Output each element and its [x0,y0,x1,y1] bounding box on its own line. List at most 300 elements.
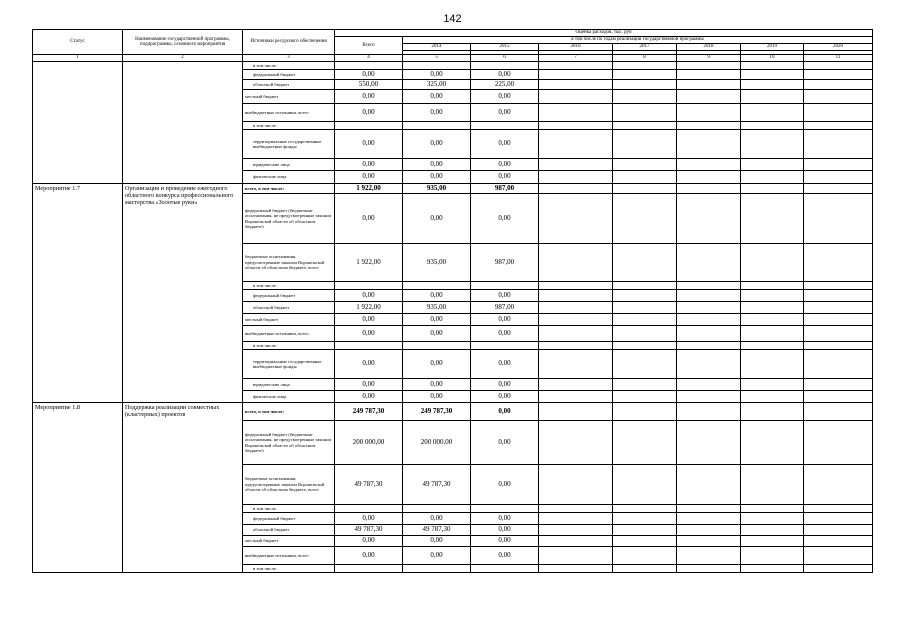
amount-total: 0,00 [335,159,403,171]
amount-y2015: 0,00 [471,290,539,302]
amount-y2014: 0,00 [403,194,471,244]
empty-year-cell [613,565,677,573]
amount-y2014: 49 787,30 [403,465,471,505]
empty-year-cell [677,159,741,171]
row-measure-name: Поддержка реализации совместных (кластерных) проектов [123,403,243,573]
source-label: местный бюджет [243,536,335,547]
row-status: Мероприятие 1.7 [33,184,123,403]
amount-y2015: 0,00 [471,70,539,80]
amount-y2014: 0,00 [403,350,471,379]
empty-year-cell [804,379,873,391]
source-label: областной бюджет [243,302,335,314]
amount-total: 0,00 [335,171,403,184]
amount-total: 0,00 [335,194,403,244]
table-row [33,62,873,70]
empty-year-cell [613,391,677,403]
empty-year-cell [741,314,804,326]
row-measure-name: Организация и проведение ежегодного областного конкурса профессионального мастерства «Золотые руки» [123,184,243,403]
empty-year-cell [804,282,873,290]
amount-y2015: 0,00 [471,403,539,421]
empty-year-cell [677,465,741,505]
amount-total: 0,00 [335,290,403,302]
amount-y2015: 0,00 [471,421,539,465]
source-label: в том числе: [243,342,335,350]
empty-year-cell [539,403,613,421]
source-label: территориальные государственные внебюджетные фонды [243,130,335,159]
empty-year-cell [741,90,804,104]
empty-year-cell [804,80,873,90]
col-number: 4 [335,55,403,62]
empty-year-cell [539,536,613,547]
empty-year-cell [804,90,873,104]
empty-year-cell [804,342,873,350]
empty-year-cell [804,525,873,536]
empty-year-cell [613,547,677,565]
empty-year-cell [804,130,873,159]
empty-year-cell [539,70,613,80]
empty-year-cell [677,171,741,184]
empty-year-cell [804,421,873,465]
amount-y2014: 249 787,30 [403,403,471,421]
header-status: Статус [33,30,123,55]
empty-year-cell [613,62,677,70]
empty-year-cell [741,403,804,421]
header-year-2017: 2017 [613,44,677,51]
header-year-2016: 2016 [539,44,613,51]
empty-year-cell [741,290,804,302]
amount-y2014: 325,00 [403,80,471,90]
empty-year-cell [741,513,804,525]
amount-y2015 [471,565,539,573]
empty-year-cell [804,403,873,421]
empty-year-cell [741,282,804,290]
amount-total [335,282,403,290]
empty-year-cell [539,104,613,122]
empty-year-cell [677,130,741,159]
empty-year-cell [677,403,741,421]
amount-y2014: 0,00 [403,159,471,171]
header-by-years: в том числе по годам реализации государственной программы [403,37,873,44]
row-status: Мероприятие 1.8 [33,403,123,573]
source-label: в том числе: [243,282,335,290]
empty-year-cell [539,194,613,244]
empty-year-cell [677,104,741,122]
col-number: 10 [741,55,804,62]
empty-year-cell [804,314,873,326]
empty-year-cell [741,80,804,90]
empty-year-cell [539,80,613,90]
empty-year-cell [539,90,613,104]
table-row [33,184,873,194]
amount-total: 0,00 [335,90,403,104]
empty-year-cell [677,70,741,80]
empty-year-cell [539,122,613,130]
empty-year-cell [539,159,613,171]
empty-year-cell [677,505,741,513]
empty-year-cell [677,379,741,391]
empty-year-cell [613,104,677,122]
amount-y2015: 987,00 [471,244,539,282]
empty-year-cell [677,342,741,350]
empty-year-cell [613,326,677,342]
source-label: в том числе: [243,505,335,513]
empty-year-cell [677,525,741,536]
empty-year-cell [539,130,613,159]
empty-year-cell [741,350,804,379]
amount-y2014: 0,00 [403,104,471,122]
empty-year-cell [677,421,741,465]
empty-year-cell [613,244,677,282]
amount-total [335,505,403,513]
empty-year-cell [539,314,613,326]
amount-total: 49 787,30 [335,525,403,536]
col-number: 8 [613,55,677,62]
amount-y2015: 0,00 [471,326,539,342]
amount-y2014: 0,00 [403,326,471,342]
empty-year-cell [741,525,804,536]
source-label: федеральный бюджет [243,290,335,302]
empty-year-cell [613,171,677,184]
empty-year-cell [804,465,873,505]
empty-year-cell [741,342,804,350]
amount-total: 0,00 [335,536,403,547]
empty-year-cell [741,505,804,513]
empty-year-cell [677,244,741,282]
empty-year-cell [539,513,613,525]
source-label: в том числе: [243,565,335,573]
empty-year-cell [804,302,873,314]
amount-total: 1 922,00 [335,244,403,282]
amount-y2014: 0,00 [403,290,471,302]
amount-y2015: 225,00 [471,80,539,90]
source-label: физические лица [243,171,335,184]
resource-plan-table [32,29,873,573]
amount-total: 0,00 [335,70,403,80]
empty-year-cell [804,505,873,513]
amount-y2014: 0,00 [403,171,471,184]
empty-year-cell [539,565,613,573]
empty-year-cell [539,391,613,403]
header-estimate: Оценка расходов, тыс. руб [335,30,873,37]
empty-year-cell [613,184,677,194]
empty-year-cell [677,90,741,104]
header-source: Источники ресурсного обеспечения [243,30,335,55]
empty-year-cell [804,244,873,282]
source-label: областной бюджет [243,525,335,536]
amount-y2014 [403,342,471,350]
amount-total [335,62,403,70]
source-label: юридические лица [243,159,335,171]
empty-year-cell [804,391,873,403]
empty-year-cell [613,80,677,90]
empty-year-cell [677,536,741,547]
amount-total: 0,00 [335,513,403,525]
amount-y2015 [471,342,539,350]
source-label: бюджетные ассигнования, предусмотренные законом Воронежской области об областном бюджете, всего [243,244,335,282]
col-number: 1 [33,55,123,62]
source-label: территориальные государственные внебюджетные фонды [243,350,335,379]
amount-y2015: 0,00 [471,104,539,122]
empty-year-cell [613,290,677,302]
empty-year-cell [804,326,873,342]
empty-year-cell [539,465,613,505]
amount-y2014: 49 787,30 [403,525,471,536]
col-number: 2 [123,55,243,62]
source-label: областной бюджет [243,80,335,90]
amount-y2014: 0,00 [403,70,471,80]
amount-y2014: 200 000,00 [403,421,471,465]
amount-y2015: 0,00 [471,513,539,525]
empty-year-cell [741,379,804,391]
empty-year-cell [539,379,613,391]
amount-total: 0,00 [335,547,403,565]
empty-year-cell [741,70,804,80]
amount-y2015: 0,00 [471,171,539,184]
empty-year-cell [804,513,873,525]
col-number: 7 [539,55,613,62]
empty-year-cell [613,421,677,465]
amount-total [335,122,403,130]
amount-y2015: 0,00 [471,314,539,326]
empty-year-cell [613,122,677,130]
header-total: Всего [335,37,403,55]
source-label: федеральный бюджет (бюджетные ассигнования, не предусмотренные законом Воронежской области об областном бюджете) [243,421,335,465]
empty-year-cell [677,547,741,565]
amount-total: 0,00 [335,379,403,391]
empty-year-cell [804,290,873,302]
empty-year-cell [741,184,804,194]
amount-y2015 [471,282,539,290]
amount-y2015: 987,00 [471,302,539,314]
empty-year-cell [539,547,613,565]
empty-year-cell [613,130,677,159]
amount-total: 0,00 [335,314,403,326]
amount-total: 0,00 [335,104,403,122]
source-label: внебюджетные источники, всего [243,104,335,122]
empty-year-cell [539,505,613,513]
header-year-2015: 2015 [471,44,539,51]
empty-year-cell [804,536,873,547]
empty-year-cell [741,159,804,171]
empty-year-cell [539,171,613,184]
amount-y2015 [471,122,539,130]
empty-year-cell [804,171,873,184]
empty-year-cell [677,62,741,70]
source-label: федеральный бюджет (бюджетные ассигнования, не предусмотренные законом Воронежской области об областном бюджете) [243,194,335,244]
header-year-2018: 2018 [677,44,741,51]
amount-y2015: 0,00 [471,194,539,244]
empty-year-cell [677,194,741,244]
amount-y2015: 0,00 [471,547,539,565]
amount-y2015: 0,00 [471,90,539,104]
amount-total [335,342,403,350]
empty-year-cell [677,290,741,302]
empty-year-cell [539,350,613,379]
empty-year-cell [741,122,804,130]
amount-y2014: 0,00 [403,547,471,565]
empty-year-cell [539,62,613,70]
amount-y2015: 0,00 [471,391,539,403]
amount-total: 49 787,30 [335,465,403,505]
empty-year-cell [613,342,677,350]
empty-year-cell [613,403,677,421]
empty-year-cell [804,194,873,244]
header-year-2014: 2014 [403,44,471,51]
source-label: физические лица [243,391,335,403]
amount-y2014: 935,00 [403,302,471,314]
empty-year-cell [741,104,804,122]
amount-total: 1 922,00 [335,302,403,314]
empty-year-cell [804,70,873,80]
empty-year-cell [613,314,677,326]
amount-y2014: 0,00 [403,90,471,104]
amount-total: 200 000,00 [335,421,403,465]
empty-year-cell [804,122,873,130]
empty-year-cell [677,350,741,379]
empty-year-cell [613,536,677,547]
amount-total: 0,00 [335,130,403,159]
amount-total: 0,00 [335,391,403,403]
empty-year-cell [741,171,804,184]
empty-year-cell [613,505,677,513]
amount-y2014 [403,565,471,573]
empty-year-cell [613,70,677,80]
amount-y2014 [403,282,471,290]
col-number: 11 [804,55,873,62]
empty-year-cell [539,525,613,536]
amount-y2014 [403,62,471,70]
source-label: бюджетные ассигнования, предусмотренные законом Воронежской области об областном бюджете, всего [243,465,335,505]
source-label: федеральный бюджет [243,70,335,80]
amount-y2015: 0,00 [471,350,539,379]
header-year-2020: 2020 [804,44,873,51]
amount-total: 249 787,30 [335,403,403,421]
source-label: внебюджетные источники, всего [243,326,335,342]
empty-year-cell [804,104,873,122]
amount-y2014: 0,00 [403,314,471,326]
empty-year-cell [741,130,804,159]
empty-year-cell [613,159,677,171]
source-label: всего, в том числе: [243,403,335,421]
empty-year-cell [677,282,741,290]
empty-year-cell [677,513,741,525]
empty-year-cell [741,536,804,547]
source-label: всего, в том числе: [243,184,335,194]
amount-y2014 [403,505,471,513]
page-number: 142 [443,13,462,25]
table-row [33,403,873,421]
empty-year-cell [677,122,741,130]
source-label: федеральный бюджет [243,513,335,525]
amount-y2015 [471,62,539,70]
empty-year-cell [539,342,613,350]
source-label: в том числе: [243,62,335,70]
empty-year-cell [741,326,804,342]
header-name: Наименование государственной программы, подпрограммы, основного мероприятия [123,30,243,55]
amount-total: 0,00 [335,350,403,379]
source-label: внебюджетные источники, всего [243,547,335,565]
amount-y2014: 0,00 [403,513,471,525]
amount-y2015: 0,00 [471,379,539,391]
empty-year-cell [539,282,613,290]
empty-year-cell [613,302,677,314]
amount-y2014: 0,00 [403,379,471,391]
source-label: юридические лица [243,379,335,391]
col-number: 3 [243,55,335,62]
amount-total: 550,00 [335,80,403,90]
empty-year-cell [804,565,873,573]
amount-y2015: 0,00 [471,159,539,171]
empty-year-cell [613,194,677,244]
source-label: местный бюджет [243,90,335,104]
amount-total: 0,00 [335,326,403,342]
row-measure-name [123,62,243,184]
empty-year-cell [677,314,741,326]
empty-year-cell [741,391,804,403]
empty-year-cell [539,326,613,342]
amount-y2015: 0,00 [471,130,539,159]
amount-total: 1 922,00 [335,184,403,194]
header-year-2019: 2019 [741,44,804,51]
amount-y2014 [403,122,471,130]
empty-year-cell [741,194,804,244]
empty-year-cell [741,62,804,70]
source-label: в том числе: [243,122,335,130]
empty-year-cell [741,244,804,282]
empty-year-cell [804,547,873,565]
col-number: 5 [403,55,471,62]
amount-y2014: 935,00 [403,244,471,282]
empty-year-cell [804,350,873,379]
source-label: местный бюджет [243,314,335,326]
empty-year-cell [741,565,804,573]
row-status [33,62,123,184]
empty-year-cell [613,282,677,290]
empty-year-cell [677,184,741,194]
amount-y2014: 0,00 [403,536,471,547]
empty-year-cell [539,184,613,194]
empty-year-cell [741,465,804,505]
empty-year-cell [613,90,677,104]
empty-year-cell [539,244,613,282]
amount-total [335,565,403,573]
empty-year-cell [613,465,677,505]
amount-y2014: 0,00 [403,130,471,159]
empty-year-cell [539,290,613,302]
empty-year-cell [677,391,741,403]
amount-y2015: 0,00 [471,525,539,536]
empty-year-cell [613,379,677,391]
table-body [33,62,873,573]
amount-y2014: 0,00 [403,391,471,403]
amount-y2015: 0,00 [471,536,539,547]
empty-year-cell [613,525,677,536]
empty-year-cell [539,302,613,314]
empty-year-cell [677,302,741,314]
empty-year-cell [677,326,741,342]
empty-year-cell [613,350,677,379]
empty-year-cell [741,421,804,465]
empty-year-cell [804,184,873,194]
empty-year-cell [741,547,804,565]
empty-year-cell [613,513,677,525]
empty-year-cell [677,80,741,90]
empty-year-cell [677,565,741,573]
empty-year-cell [741,302,804,314]
amount-y2015 [471,505,539,513]
amount-y2015: 987,00 [471,184,539,194]
amount-y2015: 0,00 [471,465,539,505]
